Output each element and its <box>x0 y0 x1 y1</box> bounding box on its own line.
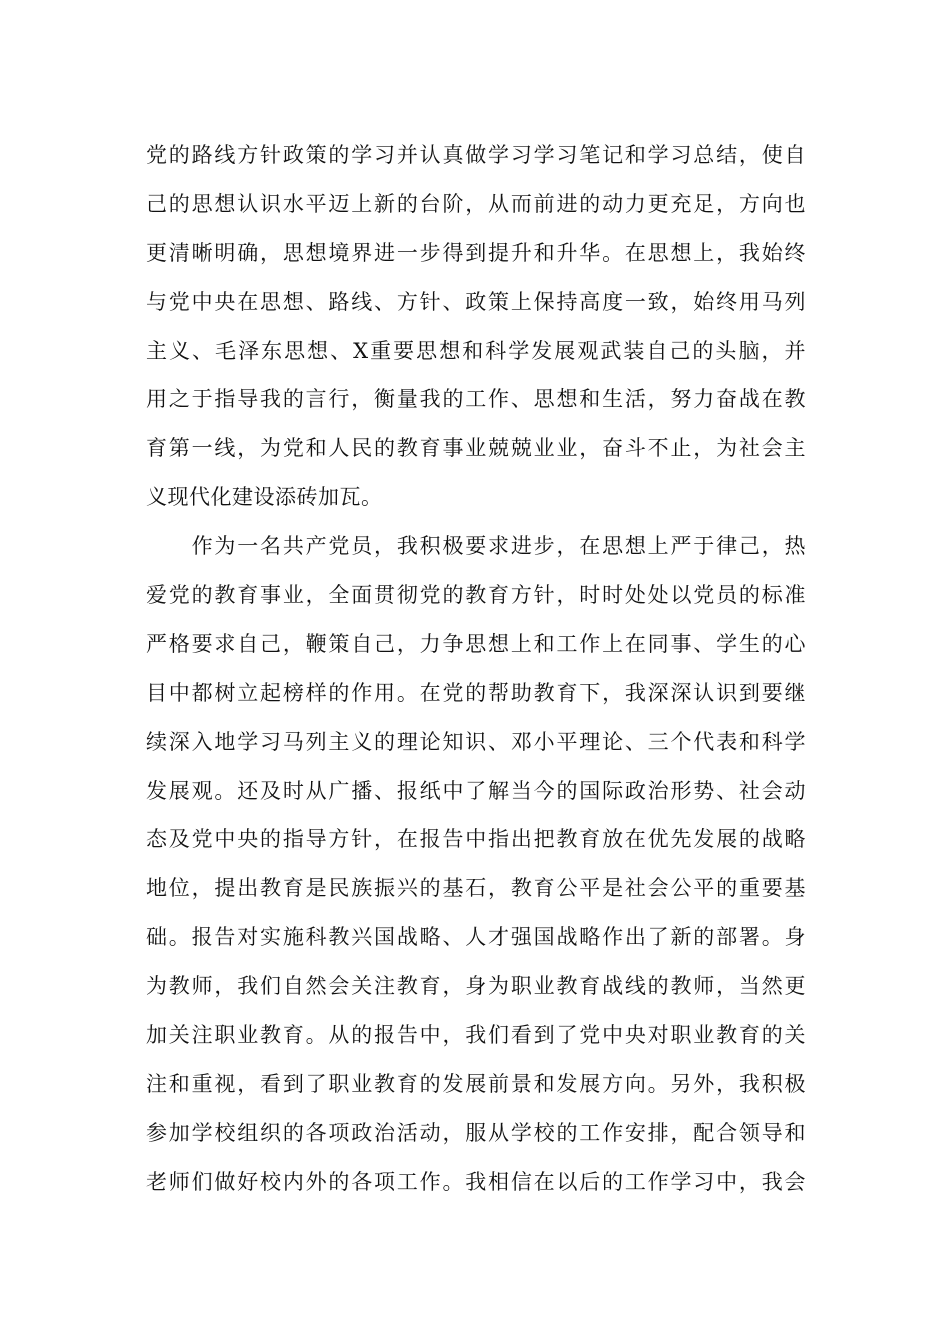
text-line: 严格要求自己，鞭策自己，力争思想上和工作上在同事、学生的心 <box>146 631 806 656</box>
text-line: 续深入地学习马列主义的理论知识、邓小平理论、三个代表和科学 <box>146 729 806 754</box>
text-line: 加关注职业教育。从的报告中，我们看到了党中央对职业教育的关 <box>146 1023 806 1048</box>
text-line: 更清晰明确，思想境界进一步得到提升和升华。在思想上，我始终 <box>146 240 806 265</box>
text-line: 目中都树立起榜样的作用。在党的帮助教育下，我深深认识到要继 <box>146 680 806 705</box>
text-line: 党的路线方针政策的学习并认真做学习学习笔记和学习总结，使自 <box>146 143 806 167</box>
text-line: 爱党的教育事业，全面贯彻党的教育方针，时时处处以党员的标准 <box>146 583 806 608</box>
text-line: 与党中央在思想、路线、方针、政策上保持高度一致，始终用马列 <box>146 289 806 314</box>
text-line: 为教师，我们自然会关注教育，身为职业教育战线的教师，当然更 <box>146 974 806 999</box>
paragraph-start-line: 作为一名共产党员，我积极要求进步，在思想上严于律己，热 <box>146 534 806 559</box>
body-text <box>146 131 806 1207</box>
text-line: 己的思想认识水平迈上新的台阶，从而前进的动力更充足，方向也 <box>146 191 806 216</box>
text-line: 参加学校组织的各项政治活动，服从学校的工作安排，配合领导和 <box>146 1120 806 1145</box>
text-line: 育第一线，为党和人民的教育事业兢兢业业，奋斗不止，为社会主 <box>146 436 806 461</box>
text-line: 注和重视，看到了职业教育的发展前景和发展方向。另外，我积极 <box>146 1071 806 1096</box>
text-line: 发展观。还及时从广播、报纸中了解当今的国际政治形势、社会动 <box>146 778 806 803</box>
text-line: 态及党中央的指导方针，在报告中指出把教育放在优先发展的战略 <box>146 827 806 852</box>
paragraph-end-line: 义现代化建设添砖加瓦。 <box>146 485 383 510</box>
text-line: 主义、毛泽东思想、X重要思想和科学发展观武装自己的头脑，并 <box>146 338 806 363</box>
text-line: 础。报告对实施科教兴国战略、人才强国战略作出了新的部署。身 <box>146 925 806 950</box>
text-line: 地位，提出教育是民族振兴的基石，教育公平是社会公平的重要基 <box>146 876 806 901</box>
text-line: 老师们做好校内外的各项工作。我相信在以后的工作学习中，我会 <box>146 1169 806 1194</box>
text-line: 用之于指导我的言行，衡量我的工作、思想和生活，努力奋战在教 <box>146 387 806 412</box>
